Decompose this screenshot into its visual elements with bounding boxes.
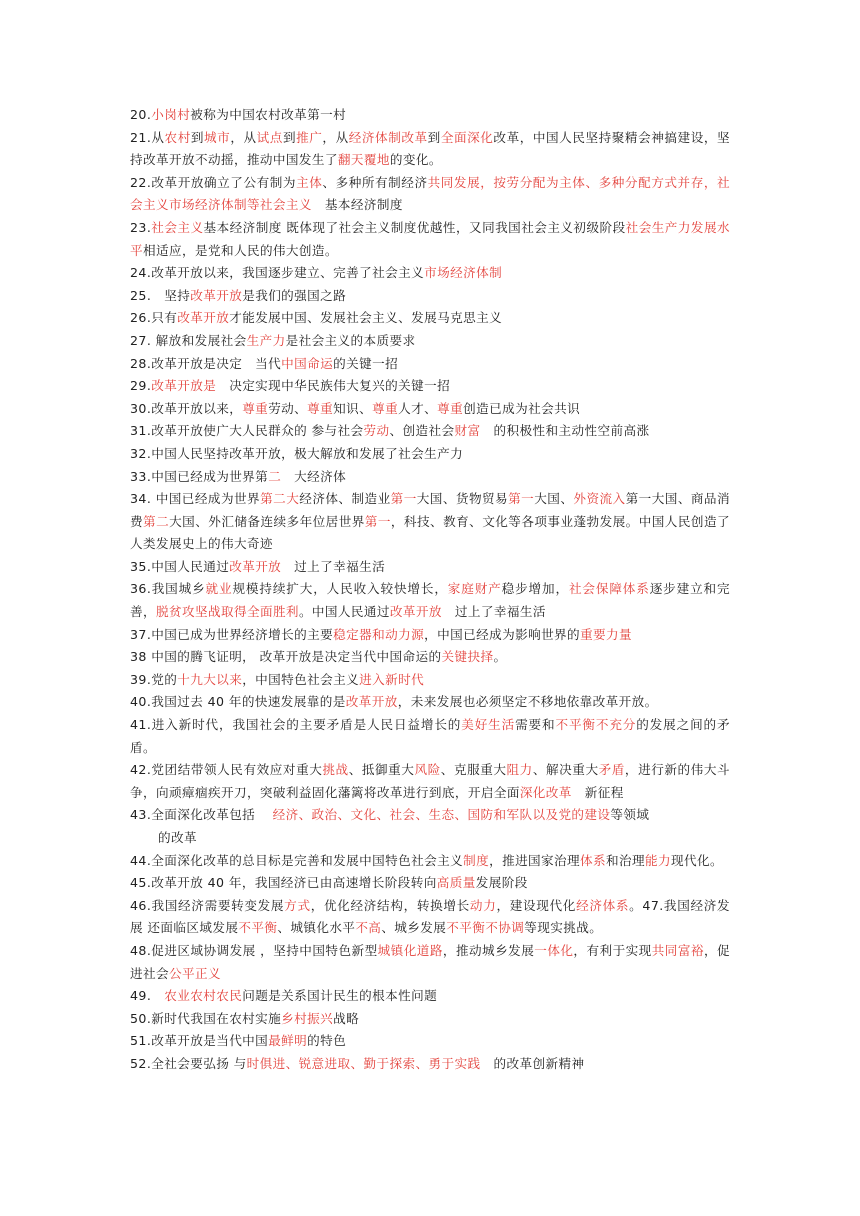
document-item (130, 262, 730, 285)
document-item (130, 872, 730, 895)
item-text: 新征程 (571, 784, 624, 800)
item-text: 的变化。 (389, 152, 442, 168)
document-item (130, 488, 730, 556)
item-text: 24.改革开放以来，我国逐步建立、完善了社会主义 (130, 265, 425, 281)
highlighted-text: 改革开放 (229, 558, 282, 574)
item-text: 36.我国城乡 (130, 581, 206, 597)
item-text: 过上了幸福生活 (281, 558, 386, 574)
highlighted-text: 尊重 (307, 400, 334, 416)
item-text: ，中国已经成为影响世界的 (424, 626, 581, 642)
item-text: 、多种所有制经济 (322, 174, 428, 190)
item-text: 创造已成为社会共识 (463, 400, 581, 416)
item-text: 。 (493, 649, 507, 665)
item-text: 的特色 (307, 1033, 347, 1049)
highlighted-text: 经济体制改革 (348, 129, 428, 145)
document-item (130, 330, 730, 353)
item-text: 发展阶段 (475, 875, 528, 891)
item-text: 20. (130, 107, 152, 122)
item-text: 45.改革开放 40 年，我国经济已由高速增长阶段转向 (130, 875, 437, 891)
highlighted-text: 农业农村农民 (164, 988, 243, 1004)
item-text: 49. (130, 988, 165, 1004)
highlighted-text: 乡村振兴 (281, 1010, 334, 1026)
highlighted-text: 家庭财产 (447, 581, 502, 597)
item-text: 33.中国已经成为世界第 (130, 468, 269, 484)
item-text: 到 (427, 129, 441, 145)
document-item (130, 172, 730, 217)
item-text: 战略 (333, 1010, 360, 1026)
highlighted-text: 小岗村 (151, 107, 191, 122)
document-item (130, 353, 730, 376)
highlighted-text: 尊重 (242, 400, 269, 416)
item-text: 32.中国人民坚持改革开放，极大解放和发展了社会生产力 (130, 445, 464, 461)
highlighted-text: 外资流入 (573, 491, 626, 507)
item-text: 决定实现中华民族伟大复兴的关键一招 (216, 378, 451, 394)
item-text: ，推进国家治理 (489, 852, 581, 868)
item-text: 、克服重大 (440, 762, 507, 778)
highlighted-text: 稳定器和动力源 (333, 626, 425, 642)
item-text: 人才、 (398, 400, 438, 416)
highlighted-text: 风险 (414, 762, 441, 778)
item-text: 、抵御重大 (348, 762, 415, 778)
item-text: 27. 解放和发展社会 (130, 332, 247, 348)
item-text: 。中国人民通过 (298, 604, 390, 620)
item-text: 39.党的 (130, 671, 178, 687)
highlighted-text: 公平正义 (168, 965, 221, 981)
item-text: 大国、 (534, 491, 574, 507)
highlighted-text: 第二大 (260, 491, 300, 507)
document-item (130, 556, 730, 579)
highlighted-text: 社会生产力发展水平 (130, 219, 731, 258)
item-text: 42.党团结带领人民有效应对重大 (130, 762, 323, 778)
highlighted-text: 经济、政治、文化、社会、生态、国防和军队以及党的建设 (272, 807, 611, 823)
highlighted-text: 社会主义 (151, 219, 204, 235)
item-text: ，进行新的伟大斗争，向顽瘴痼疾开刀，突破利益固化藩篱将改革进行到底，开启全面 (130, 762, 730, 800)
item-text: 需要和 (515, 717, 556, 733)
highlighted-text: 第二 (143, 513, 170, 529)
item-text: 50.新时代我国在农村实施 (130, 1010, 282, 1026)
item-text: 到 (190, 129, 205, 145)
item-text: 40.我国过去 40 年的快速发展靠的是 (130, 694, 346, 710)
document-item (130, 895, 730, 940)
highlighted-text: 劳动 (363, 423, 390, 439)
item-text: 的关键一招 (333, 355, 399, 371)
item-text: 逐步建立和完善， (130, 581, 730, 620)
highlighted-text: 关键抉择 (441, 649, 494, 665)
item-text: 的改革 (158, 830, 197, 845)
item-text: ，从 (322, 129, 349, 145)
item-text: 、城乡发展 (381, 920, 447, 936)
item-text: 第一大国、商品消费 (130, 491, 730, 529)
item-text: 现代化。 (671, 852, 724, 868)
item-text: ，未来发展也必须坚定不移地依靠改革开放。 (397, 694, 658, 710)
item-text: 52.全社会要弘扬 与 (130, 1055, 247, 1071)
highlighted-text: 时俱进、锐意进取、勤于探索、勇于实践 (246, 1055, 481, 1071)
highlighted-text: 方式 (284, 897, 311, 913)
document-item (130, 398, 730, 421)
item-text: ，从 (230, 129, 257, 145)
item-text: 44.全面深化改革的总目标是完善和发展中国特色社会主义 (130, 852, 464, 868)
document-item (130, 307, 730, 330)
item-text: 大经济体 (281, 468, 347, 484)
item-text: ，建设现代化 (496, 897, 577, 913)
item-text: 48.促进区域协调发展 ，坚持中国特色新型 (130, 942, 378, 958)
highlighted-text: 第一 (364, 513, 391, 529)
document-item (130, 804, 730, 827)
highlighted-text: 最鲜明 (268, 1033, 308, 1049)
highlighted-text: 财富 (454, 423, 481, 439)
document-item (130, 1053, 730, 1076)
item-text: 23. (130, 219, 152, 235)
item-text: 相适应，是党和人民的伟大创造。 (143, 242, 338, 258)
item-text: 37.中国已成为世界经济增长的主要 (130, 626, 334, 642)
item-text: 35.中国人民通过 (130, 558, 230, 574)
item-text: 经济体、制造业 (299, 491, 391, 507)
item-text: ，有利于实现 (573, 942, 652, 958)
item-text: 过上了幸福生活 (441, 604, 546, 620)
highlighted-text: 尊重 (372, 400, 399, 416)
highlighted-text: 不平衡 (238, 920, 278, 936)
highlighted-text: 生产力 (246, 332, 286, 348)
document-item (130, 420, 730, 443)
item-text: 基本经济制度 (311, 197, 403, 213)
highlighted-text: 改革开放 (389, 604, 442, 620)
item-text: 大国、货物贸易 (416, 491, 509, 507)
item-text: 劳动、 (268, 400, 308, 416)
highlighted-text: 不平衡不充分 (555, 717, 637, 733)
item-text: 规模持续扩大，人民收入较快增长， (232, 581, 448, 597)
item-text: 、创造社会 (389, 423, 455, 439)
highlighted-text: 试点 (256, 129, 283, 145)
highlighted-text: 二 (268, 468, 282, 484)
highlighted-text: 矛盾 (598, 762, 625, 778)
highlighted-text: 经济体系 (576, 897, 630, 913)
item-text: 稳步增加， (501, 581, 569, 597)
item-text: 46.我国经济需要转变发展 (130, 897, 285, 913)
document-item (130, 466, 730, 489)
item-text: 26.只有 (130, 310, 178, 326)
document-item (130, 1008, 730, 1031)
document-item (130, 850, 730, 873)
highlighted-text: 全面深化 (440, 129, 494, 145)
item-text: 34. 中国已经成为世界 (130, 491, 261, 507)
document-item (130, 985, 730, 1008)
item-text: 21.从 (130, 129, 165, 145)
highlighted-text: 城市 (204, 129, 231, 145)
item-text: 的改革创新精神 (480, 1055, 585, 1071)
item-text: 、城镇化水平 (277, 920, 356, 936)
item-text: 改革，中国人民坚持聚精会神搞建设，坚持改革开放不动摇，推动中国发生了 (130, 129, 730, 168)
item-text: 41.进入新时代，我国社会的主要矛盾是人民日益增长的 (130, 717, 462, 733)
highlighted-text: 就业 (205, 581, 233, 597)
item-text: 28.改革开放是决定 当代 (130, 355, 282, 371)
highlighted-text: 市场经济体制 (424, 265, 503, 281)
item-text: 是社会主义的本质要求 (285, 332, 416, 348)
highlighted-text: 高质量 (436, 875, 476, 891)
highlighted-text: 共同发展，按劳分配为主体、多种分配方式并存，社会主义市场经济体制等社会主义 (130, 174, 730, 213)
document-item (130, 104, 730, 127)
highlighted-text: 脱贫攻坚战取得全面胜利 (156, 604, 299, 620)
item-text: 、解决重大 (532, 762, 599, 778)
item-text: 29. (130, 378, 152, 394)
document-item (130, 443, 730, 466)
item-text: 知识、 (333, 400, 373, 416)
document-item (130, 127, 730, 172)
item-text: 38 中国的腾飞证明， 改革开放是决定当代中国命运的 (130, 649, 442, 665)
document-item (130, 940, 730, 985)
highlighted-text: 不高 (355, 920, 382, 936)
item-text: 31.改革开放使广大人民群众的 参与社会 (130, 423, 364, 439)
document-item (130, 578, 730, 623)
highlighted-text: 能力 (645, 852, 672, 868)
item-text: ，优化经济结构，转换增长 (310, 897, 470, 913)
item-text: ，促进社会 (130, 942, 730, 981)
item-text: 问题是关系国计民生的根本性问题 (242, 988, 438, 1004)
highlighted-text: 主体 (296, 174, 323, 190)
highlighted-text: 重要力量 (580, 626, 633, 642)
item-text: 的积极性和主动性空前高涨 (480, 423, 650, 439)
highlighted-text: 城镇化道路 (377, 942, 443, 958)
highlighted-text: 第一 (508, 491, 535, 507)
highlighted-text: 改革开放 (345, 694, 398, 710)
item-text: 51.改革开放是当代中国 (130, 1033, 269, 1049)
highlighted-text: 深化改革 (519, 784, 572, 800)
highlighted-text: 农村 (164, 129, 191, 145)
item-text: 43.全面深化改革包括 (130, 807, 273, 823)
highlighted-text: 挑战 (322, 762, 349, 778)
item-text: 25. 坚持 (130, 287, 191, 303)
highlighted-text: 改革开放 (177, 310, 230, 326)
item-text: 大国、外汇储备连续多年位居世界 (169, 513, 365, 529)
document-item (130, 624, 730, 647)
item-text: ，中国特色社会主义 (242, 671, 360, 687)
document-item (130, 691, 730, 714)
item-text: ，科技、教育、文化等各项事业蓬勃发展。中国人民创造了人类发展史上的伟大奇迹 (130, 513, 730, 552)
item-text: 30.改革开放以来， (130, 400, 243, 416)
highlighted-text: 进入新时代 (359, 671, 425, 687)
document-item (130, 375, 730, 398)
item-text: 到 (282, 129, 297, 145)
document-item (130, 646, 730, 669)
highlighted-text: 中国命运 (281, 355, 334, 371)
highlighted-text: 阻力 (506, 762, 533, 778)
item-text: 。47.我国经济发展 还面临区域发展 (130, 897, 730, 936)
highlighted-text: 第一 (390, 491, 417, 507)
document-body (130, 104, 730, 1076)
highlighted-text: 改革开放是 (151, 378, 217, 394)
document-item (130, 669, 730, 692)
highlighted-text: 社会保障体系 (568, 581, 650, 597)
highlighted-text: 体系 (580, 852, 607, 868)
item-text: 是我们的强国之路 (242, 287, 347, 303)
highlighted-text: 一体化 (534, 942, 574, 958)
document-item (130, 1030, 730, 1053)
item-text: 等领域 (610, 807, 650, 823)
highlighted-text: 制度 (463, 852, 490, 868)
highlighted-text: 推广 (296, 129, 323, 145)
document-item (130, 285, 730, 308)
highlighted-text: 共同富裕 (651, 942, 704, 958)
item-text: 才能发展中国、发展社会主义、发展马克思主义 (229, 310, 503, 326)
document-item (130, 827, 730, 850)
highlighted-text: 动力 (469, 897, 497, 913)
item-text: 被称为中国农村改革第一村 (190, 107, 347, 122)
item-text: 的发展之间的矛盾。 (130, 717, 730, 755)
highlighted-text: 尊重 (437, 400, 464, 416)
highlighted-text: 不平衡不协调 (446, 920, 525, 936)
highlighted-text: 改革开放 (190, 287, 243, 303)
document-item (130, 714, 730, 759)
item-text: ，推动城乡发展 (442, 942, 535, 958)
highlighted-text: 美好生活 (461, 717, 516, 733)
item-text: 基本经济制度 既体现了社会主义制度优越性，又同我国社会主义初级阶段 (203, 219, 626, 235)
document-item (130, 217, 730, 262)
highlighted-text: 十九大以来 (177, 671, 243, 687)
item-text: 等现实挑战。 (524, 920, 603, 936)
item-text: 和治理 (606, 852, 646, 868)
highlighted-text: 翻天覆地 (337, 152, 390, 168)
item-text: 22.改革开放确立了公有制为 (130, 174, 297, 190)
document-item (130, 759, 730, 804)
